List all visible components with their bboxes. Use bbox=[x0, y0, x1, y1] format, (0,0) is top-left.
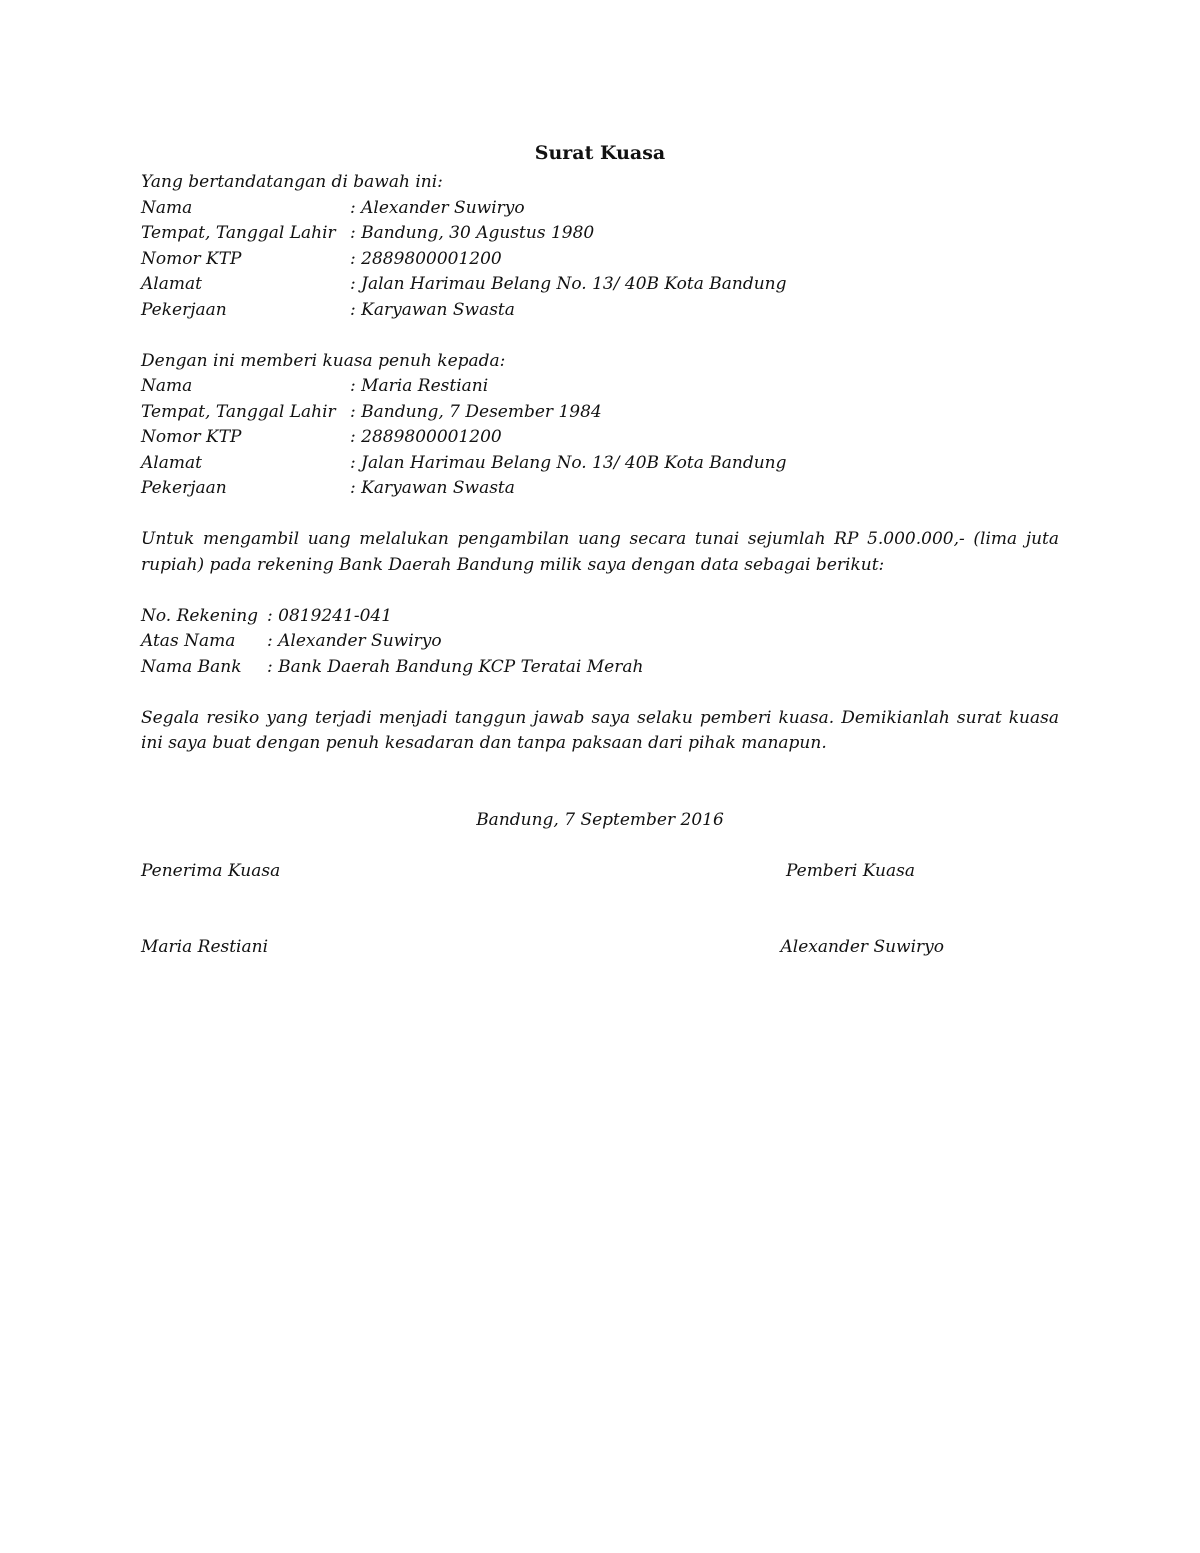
field-value: : Karyawan Swasta bbox=[350, 299, 515, 320]
field-value: : Bank Daerah Bandung KCP Teratai Merah bbox=[267, 656, 644, 677]
grantee-row-name bbox=[141, 374, 1059, 400]
field-label: Nama bbox=[141, 376, 193, 396]
field-label: Pekerjaan bbox=[141, 478, 227, 498]
spacer bbox=[141, 323, 1059, 349]
grantor-intro: Yang bertandatangan di bawah ini: bbox=[141, 172, 443, 192]
field-value: : Bandung, 7 Desember 1984 bbox=[350, 401, 602, 422]
spacer bbox=[141, 680, 1059, 706]
account-row-holder bbox=[141, 629, 1059, 655]
grantor-role: Pemberi Kuasa bbox=[785, 860, 915, 881]
grantee-row-address bbox=[141, 451, 1059, 477]
spacer bbox=[141, 578, 1059, 604]
field-value: : Jalan Harimau Belang No. 13/ 40B Kota Bandung bbox=[350, 274, 787, 294]
field-value: : 2889800001200 bbox=[350, 427, 502, 447]
grantee-intro: Dengan ini memberi kuasa penuh kepada: bbox=[141, 350, 506, 371]
grantee-details bbox=[141, 374, 1059, 502]
field-label: Atas Nama bbox=[141, 631, 236, 651]
grantor-row-ktp bbox=[141, 247, 1059, 273]
grantor-row-job bbox=[141, 298, 1059, 324]
field-value: : 0819241-041 bbox=[267, 605, 393, 626]
grantor-details bbox=[141, 196, 1059, 324]
field-label: Nama Bank bbox=[141, 656, 242, 677]
field-value: : Jalan Harimau Belang No. 13/ 40B Kota Bandung bbox=[350, 452, 787, 473]
grantee-row-ktp bbox=[141, 425, 1059, 451]
place-date: Bandung, 7 September 2016 bbox=[476, 809, 724, 830]
account-details bbox=[141, 604, 1059, 681]
grantee-row-birth bbox=[141, 400, 1059, 426]
field-value: : Maria Restiani bbox=[350, 376, 489, 396]
field-label: Tempat, Tanggal Lahir bbox=[141, 223, 336, 243]
field-label: Nomor KTP bbox=[141, 248, 242, 269]
spacer bbox=[141, 782, 1059, 808]
field-label: Tempat, Tanggal Lahir bbox=[141, 401, 336, 422]
grantor-row-name bbox=[141, 196, 1059, 222]
field-label: Pekerjaan bbox=[141, 299, 227, 320]
field-value: : Alexander Suwiryo bbox=[267, 631, 442, 651]
closing-paragraph: Segala resiko yang terjadi menjadi tanggun jawab saya selaku pemberi kuasa. Demikianlah surat kuasa ini saya buat dengan penuh kesadaran dan tanpa paksaan dari pihak manapun. bbox=[141, 707, 1059, 753]
document-title: Surat Kuasa bbox=[534, 142, 666, 164]
recipient-role: Penerima Kuasa bbox=[141, 860, 281, 881]
account-row-bank bbox=[141, 655, 1059, 681]
spacer bbox=[141, 833, 1059, 859]
grantor-name: Alexander Suwiryo bbox=[780, 937, 944, 957]
account-row-number bbox=[141, 604, 1059, 630]
field-label: Nama bbox=[141, 197, 193, 218]
field-label: Alamat bbox=[141, 452, 202, 473]
document-body bbox=[141, 170, 1059, 961]
field-value: : 2889800001200 bbox=[350, 248, 502, 269]
grantor-row-address bbox=[141, 272, 1059, 298]
purpose-paragraph: Untuk mengambil uang melalukan pengambilan uang secara tunai sejumlah RP 5.000.000,- (lima juta rupiah) pada rekening Bank Daerah Bandung milik saya dengan data sebagai berikut: bbox=[141, 529, 1059, 575]
grantor-row-birth bbox=[141, 221, 1059, 247]
signature-names bbox=[141, 935, 1059, 961]
spacer bbox=[141, 502, 1059, 528]
field-value: : Alexander Suwiryo bbox=[350, 197, 525, 218]
spacer bbox=[141, 757, 1059, 783]
grantee-row-job bbox=[141, 476, 1059, 502]
signature-roles bbox=[141, 859, 1059, 885]
spacer bbox=[141, 884, 1059, 910]
field-value: : Karyawan Swasta bbox=[350, 478, 515, 498]
spacer bbox=[141, 910, 1059, 936]
field-label: Alamat bbox=[141, 274, 202, 294]
recipient-name: Maria Restiani bbox=[141, 937, 269, 957]
field-label: Nomor KTP bbox=[141, 427, 242, 447]
field-label: No. Rekening bbox=[141, 605, 259, 626]
field-value: : Bandung, 30 Agustus 1980 bbox=[350, 223, 595, 243]
